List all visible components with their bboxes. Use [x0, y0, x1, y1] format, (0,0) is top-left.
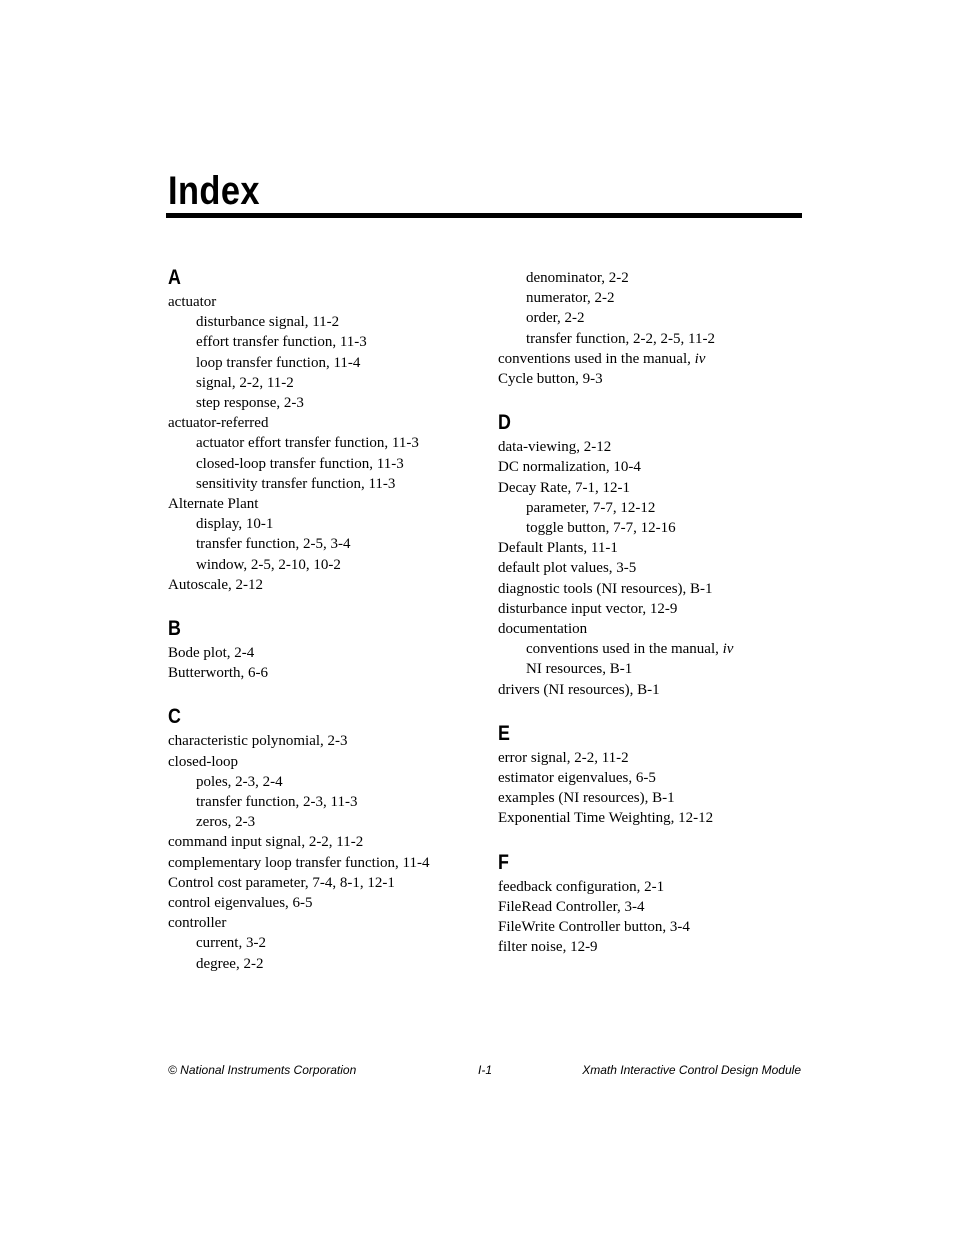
entry-text: Butterworth, 6-6 [168, 665, 268, 682]
index-entry-list [168, 731, 468, 973]
index-subentry [168, 514, 468, 534]
index-subentry [168, 772, 468, 792]
index-entry [498, 437, 798, 457]
index-entry [168, 832, 468, 852]
entry-text: transfer function, 2-3, 11-3 [196, 794, 358, 811]
index-subentry [168, 393, 468, 413]
entry-text: zeros, 2-3 [196, 814, 256, 831]
entry-text: transfer function, 2-2, 2-5, 11-2 [526, 330, 715, 347]
index-entry [498, 877, 798, 897]
index-subentry [168, 534, 468, 554]
entry-text: sensitivity transfer function, 11-3 [196, 475, 396, 492]
index-subentry [498, 268, 798, 288]
entry-text: parameter, 7-7, 12-12 [526, 499, 656, 516]
entry-text: poles, 2-3, 2-4 [196, 773, 283, 790]
entry-text: Default Plants, 11-1 [498, 540, 618, 557]
entry-text: filter noise, 12-9 [498, 939, 598, 956]
index-entry [168, 913, 468, 933]
footer-copyright: © National Instruments Corporation [168, 1063, 357, 1077]
index-entry [168, 494, 468, 514]
index-subentry [168, 555, 468, 575]
entry-text: effort transfer function, 11-3 [196, 334, 367, 351]
index-entry [168, 663, 468, 683]
index-entry [498, 619, 798, 639]
index-subentry [168, 954, 468, 974]
entry-text: Decay Rate, 7-1, 12-1 [498, 479, 631, 496]
index-entry [168, 575, 468, 595]
section-letter: B [168, 617, 181, 641]
index-entry [168, 731, 468, 751]
index-subentry [168, 474, 468, 494]
index-entry [498, 917, 798, 937]
index-entry [498, 680, 798, 700]
section-letter: E [498, 721, 510, 745]
entry-text: feedback configuration, 2-1 [498, 878, 665, 895]
index-subentry [168, 373, 468, 393]
entry-text: toggle button, 7-7, 12-16 [526, 520, 676, 537]
section-letter: A [168, 266, 181, 289]
entry-text: numerator, 2-2 [526, 290, 615, 307]
entry-text: actuator-referred [168, 415, 269, 432]
index-entry [498, 897, 798, 917]
entry-text: order, 2-2 [526, 310, 585, 327]
entry-text: estimator eigenvalues, 6-5 [498, 770, 656, 787]
index-subentry [498, 329, 798, 349]
index-section-b [168, 615, 468, 683]
index-entry [498, 349, 798, 369]
index-entry-list [498, 748, 798, 829]
index-entry [168, 853, 468, 873]
index-subentry [498, 288, 798, 308]
index-entry [498, 558, 798, 578]
entry-text: window, 2-5, 2-10, 10-2 [196, 556, 341, 573]
index-entry-list [168, 643, 468, 683]
entry-text: Autoscale, 2-12 [168, 576, 263, 593]
entry-text: signal, 2-2, 11-2 [196, 374, 294, 391]
entry-page-roman: iv [722, 641, 734, 658]
index-subentry [168, 332, 468, 352]
entry-text: diagnostic tools (NI resources), B-1 [498, 580, 713, 597]
index-section-continued [498, 268, 798, 389]
entry-text: complementary loop transfer function, 11-4 [168, 854, 430, 871]
entry-text: FileWrite Controller button, 3-4 [498, 919, 690, 936]
entry-text: loop transfer function, 11-4 [196, 354, 361, 371]
entry-text: NI resources, B-1 [526, 661, 633, 678]
entry-text: Control cost parameter, 7-4, 8-1, 12-1 [168, 874, 395, 891]
index-entry [498, 457, 798, 477]
index-subentry [498, 308, 798, 328]
entry-text: actuator [168, 294, 217, 310]
section-letter: F [498, 850, 509, 874]
entry-text: disturbance input vector, 12-9 [498, 600, 678, 617]
section-letter: C [168, 705, 181, 729]
index-column-left [168, 264, 468, 974]
index-subentry [168, 433, 468, 453]
index-entry [168, 752, 468, 772]
index-entry [168, 292, 468, 312]
entry-text: transfer function, 2-5, 3-4 [196, 536, 351, 553]
index-entry [168, 893, 468, 913]
entry-text: conventions used in the manual, [526, 641, 723, 658]
index-entry [498, 748, 798, 768]
footer-page-number: I-1 [478, 1063, 493, 1077]
entry-text: conventions used in the manual, [498, 350, 695, 367]
index-entry [498, 808, 798, 828]
entry-text: control eigenvalues, 6-5 [168, 895, 313, 912]
entry-text: Exponential Time Weighting, 12-12 [498, 810, 714, 827]
entry-text: actuator effort transfer function, 11-3 [196, 435, 419, 452]
section-letter: D [498, 411, 511, 435]
entry-text: examples (NI resources), B-1 [498, 790, 675, 807]
entry-text: documentation [498, 621, 588, 638]
entry-text: controller [168, 915, 227, 932]
index-section-f [498, 849, 798, 958]
index-subentry [168, 933, 468, 953]
title-rule [166, 213, 802, 218]
index-subentry [168, 353, 468, 373]
entry-text: denominator, 2-2 [526, 270, 629, 286]
entry-text: degree, 2-2 [196, 955, 264, 972]
index-subentry [168, 792, 468, 812]
index-subentry [498, 518, 798, 538]
index-entry [168, 873, 468, 893]
index-entry-list [168, 292, 468, 595]
index-section-a [168, 264, 468, 595]
page-title: Index [168, 169, 261, 213]
index-subentry [498, 498, 798, 518]
index-entry [498, 538, 798, 558]
entry-text: Alternate Plant [168, 496, 259, 513]
index-section-c [168, 703, 468, 973]
entry-text: default plot values, 3-5 [498, 560, 637, 577]
entry-text: Cycle button, 9-3 [498, 371, 603, 388]
index-subentry [168, 454, 468, 474]
index-entry [498, 478, 798, 498]
index-entry [168, 643, 468, 663]
index-entry [498, 788, 798, 808]
entry-text: closed-loop transfer function, 11-3 [196, 455, 404, 472]
index-entry [498, 369, 798, 389]
index-entry-list [498, 437, 798, 700]
index-section-e [498, 720, 798, 829]
entry-text: drivers (NI resources), B-1 [498, 681, 660, 698]
index-section-d [498, 409, 798, 700]
index-entry [498, 768, 798, 788]
index-entry [498, 579, 798, 599]
entry-page-roman: iv [694, 350, 706, 367]
entry-text: DC normalization, 10-4 [498, 459, 641, 476]
index-entry [168, 413, 468, 433]
entry-text: error signal, 2-2, 11-2 [498, 749, 629, 766]
index-entry-list [498, 877, 798, 958]
entry-text: current, 3-2 [196, 935, 266, 952]
entry-text: closed-loop [168, 753, 238, 770]
index-entry [498, 937, 798, 957]
entry-text: disturbance signal, 11-2 [196, 314, 340, 331]
entry-text: FileRead Controller, 3-4 [498, 898, 645, 915]
index-column-right [498, 264, 798, 957]
entry-text: step response, 2-3 [196, 395, 304, 412]
index-subentry [168, 812, 468, 832]
entry-text: characteristic polynomial, 2-3 [168, 733, 348, 750]
entry-text: Bode plot, 2-4 [168, 645, 255, 662]
entry-text: command input signal, 2-2, 11-2 [168, 834, 364, 851]
index-entry-list [498, 268, 798, 389]
index-subentry [168, 312, 468, 332]
index-entry [498, 599, 798, 619]
footer-manual-title: Xmath Interactive Control Design Module [582, 1063, 801, 1077]
entry-text: data-viewing, 2-12 [498, 439, 612, 456]
index-subentry [498, 659, 798, 679]
entry-text: display, 10-1 [196, 516, 274, 533]
index-subentry [498, 639, 798, 659]
